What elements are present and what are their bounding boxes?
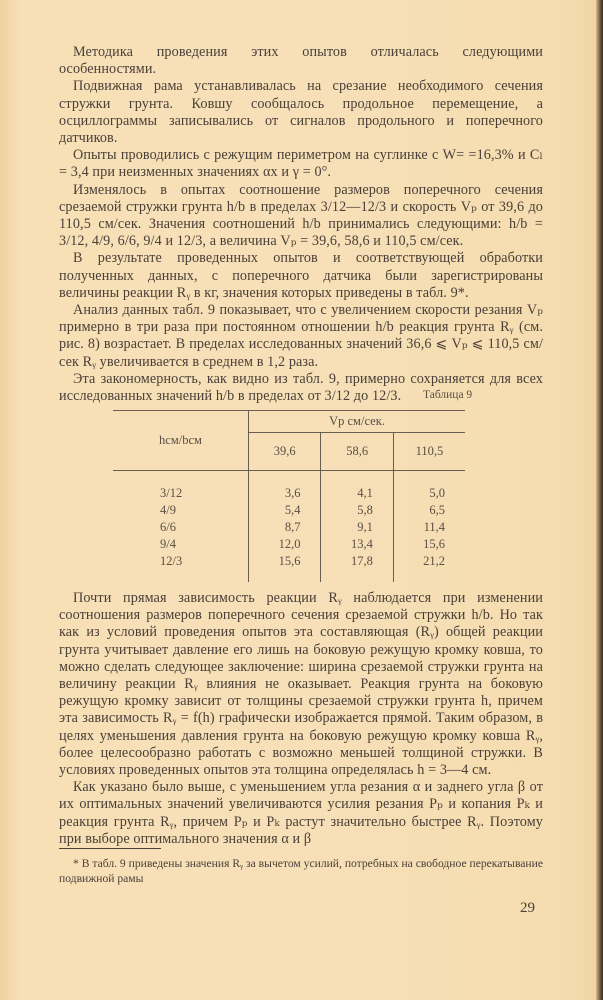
paragraph: В результате проведенных опытов и соответствующей обработки полученных данных, с поперечного датчика были зарегистрированы величины реакции Rᵧ в кг, значения которых приведены в табл. 9*.	[59, 250, 543, 301]
table-row: 3/12 3,6 4,1 5,0	[113, 485, 465, 502]
column-header: 110,5	[393, 433, 465, 471]
footnote-rule	[59, 848, 161, 849]
table-caption: Таблица 9	[423, 389, 473, 401]
table-row: 6/6 8,7 9,1 11,4	[113, 519, 465, 536]
page-number: 29	[520, 900, 535, 916]
row-header: hсм/bсм	[113, 411, 249, 471]
table-row: 9/4 12,0 13,4 15,6	[113, 536, 465, 553]
paragraph: Подвижная рама устанавливалась на срезание необходимого сечения стружки грунта. Ковшу сообщалось продольное перемещение, а осциллограммы записывались от сигналов продольного и поперечного датчиков.	[59, 78, 543, 147]
paragraph: Изменялось в опытах соотношение размеров поперечного сечения срезаемой стружки грунта h/b в пределах 3/12—12/3 и скорость Vₚ от 39,6 до 110,5 см/сек. Значения соотношений h/b принимались следующими: h/b = 3/12, 4/9, 6/6, 9/4 и 12/3, а величина Vₚ = 39,6, 58,6 и 110,5 см/сек.	[59, 181, 543, 250]
group-header: Vр см/сек.	[249, 411, 466, 433]
paragraph: Методика проведения этих опытов отличалась следующими особенностями.	[59, 44, 543, 78]
paragraph: Почти прямая зависимость реакции Rᵧ наблюдается при изменении соотношения размеров поперечного сечения срезаемой стружки h/b. Но так как из условий проведения опытов эта составляющая (Rᵧ) общей реакции грунта учитывает давление его лишь на боковую режущую кромку ковша, то можно сделать следующее заключение: ширина срезаемой стружки грунта на величину реакции Rᵧ влияния не оказывает. Реакция грунта на боковую режущую кромку зависит от толщины срезаемой стружки грунта h, причем эта зависимость Rᵧ = f(h) графически изображается прямой. Таким образом, в целях уменьшения давления грунта на боковую режущую кромку ковша Rᵧ, более целесообразно работать с возможно меньшей толщиной стружки. В условиях проведенных опытов эта толщина определялась h = 3—4 см.	[59, 590, 543, 779]
column-header: 39,6	[249, 433, 321, 471]
page-edge	[596, 0, 603, 1000]
footnote: * В табл. 9 приведены значения Rᵧ за вычетом усилий, потребных на свободное перекатывание подвижной рамы	[59, 857, 543, 885]
paragraph: Опыты проводились с режущим периметром на суглинке с W= =16,3% и Cₗ = 3,4 при неизменных значениях αх и γ = 0°.	[59, 147, 543, 181]
body-text-bottom	[59, 590, 543, 848]
table-row: 4/9 5,4 5,8 6,5	[113, 502, 465, 519]
paragraph: Эта закономерность, как видно из табл. 9, примерно сохраняется для всех исследованных значений h/b в пределах от 3/12 до 12/3.	[59, 370, 543, 405]
column-header: 58,6	[321, 433, 393, 471]
data-table	[113, 410, 465, 582]
table-row: 12/3 15,6 17,8 21,2	[113, 553, 465, 570]
paragraph: Анализ данных табл. 9 показывает, что с увеличением скорости резания Vₚ примерно в три раза при постоянном отношении h/b реакция грунта Rᵧ (см. рис. 8) возрастает. В пределах исследованных значений 36,6 ⩽ Vₚ ⩽ 110,5 см/сек Rᵧ увеличивается в среднем в 1,2 раза.	[59, 302, 543, 370]
body-text-top	[59, 44, 543, 405]
paragraph: Как указано было выше, с уменьшением угла резания α и заднего угла β от их оптимальных значений увеличиваются усилия резания Pₚ и копания Pₖ и реакция грунта Rᵧ, причем Pₚ и Pₖ растут значительно быстрее Rᵧ. Поэтому при выборе оптимального значения α и β	[59, 779, 543, 847]
